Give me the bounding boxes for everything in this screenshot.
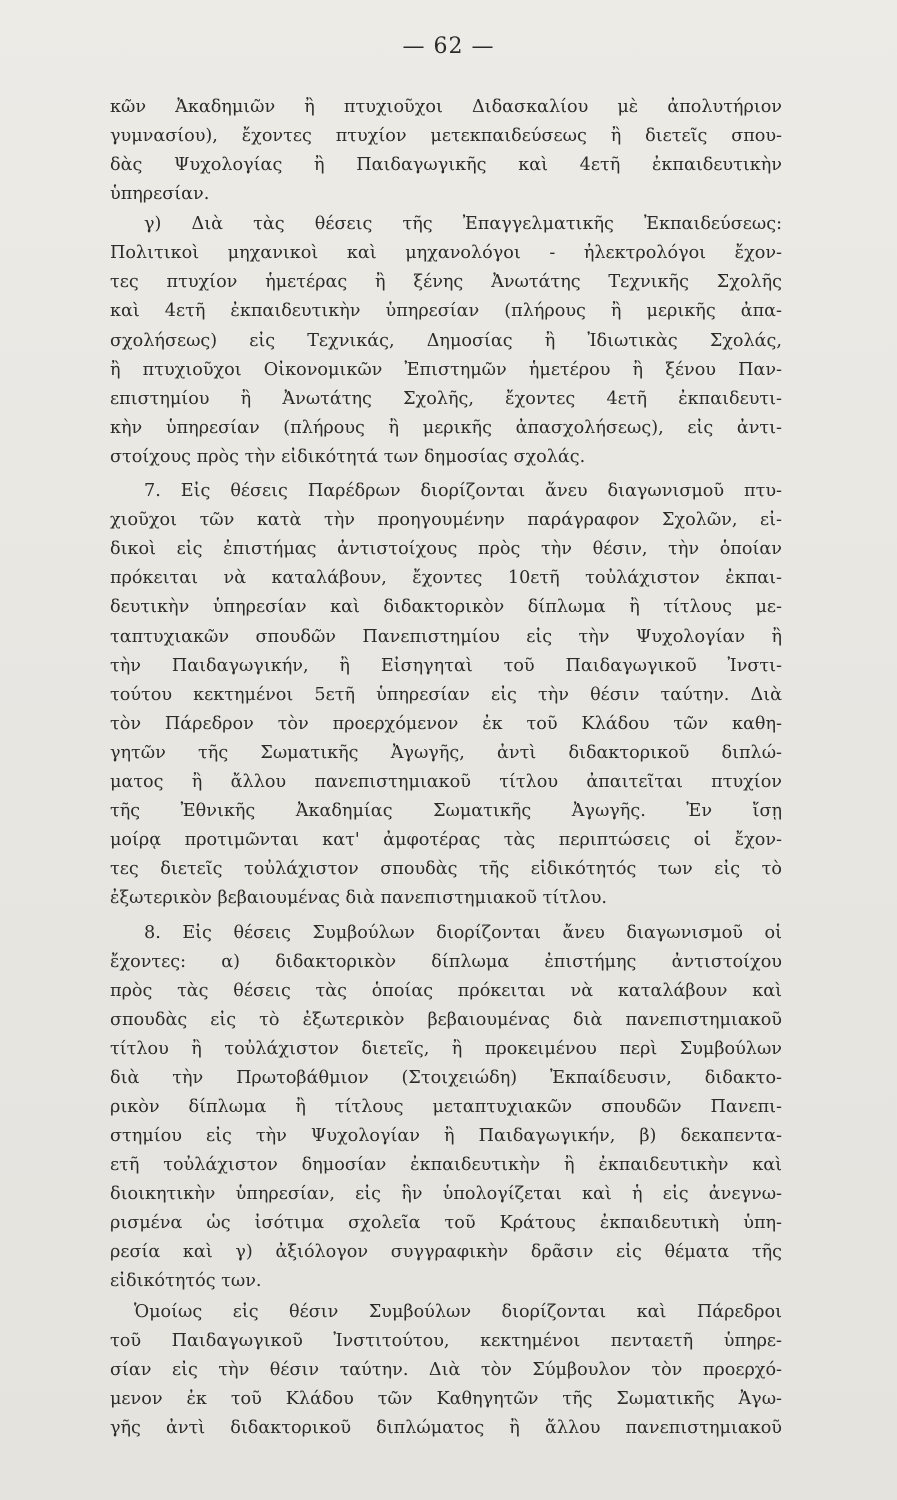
text-line: 7. Εἰς θέσεις Παρέδρων διορίζονται ἄνευ διαγωνισμοῦ πτυ-: [144, 481, 782, 501]
text-line: δευτικὴν ὑπηρεσίαν καὶ διδακτορικὸν δίπλωμα ἢ τίτλους με-: [110, 597, 782, 617]
text-line: τες διετεῖς τοὐλάχιστον σπουδὰς τῆς εἰδικότητός των εἰς τὸ: [110, 859, 782, 879]
text-line: ρεσία καὶ γ) ἀξιόλογον συγγραφικὴν δρᾶσιν εἰς θέματα τῆς: [110, 1242, 782, 1262]
text-line: κὴν ὑπηρεσίαν (πλήρους ἢ μερικῆς ἀπασχολήσεως), εἰς ἀντι-: [110, 418, 782, 438]
text-line: τες πτυχίον ἡμετέρας ἢ ξένης Ἀνωτάτης Τεχνικῆς Σχολῆς: [110, 272, 782, 292]
text-line: γητῶν τῆς Σωματικῆς Ἀγωγῆς, ἀντὶ διδακτορικοῦ διπλώ-: [110, 743, 782, 763]
text-line: πρὸς τὰς θέσεις τὰς ὁποίας πρόκειται νὰ καταλάβουν καὶ: [110, 981, 782, 1001]
text-line: χιοῦχοι τῶν κατὰ τὴν προηγουμένην παράγραφον Σχολῶν, εἰ-: [110, 510, 782, 530]
text-line: Πολιτικοὶ μηχανικοὶ καὶ μηχανολόγοι - ἠλεκτρολόγοι ἔχον-: [110, 243, 782, 263]
text-line: διοικητικὴν ὑπηρεσίαν, εἰς ἣν ὑπολογίζεται καὶ ἡ εἰς ἀνεγνω-: [110, 1184, 782, 1204]
text-line: γυμνασίου), ἔχοντες πτυχίον μετεκπαιδεύσεως ἢ διετεῖς σπου-: [110, 126, 782, 146]
text-line: 8. Εἰς θέσεις Συμβούλων διορίζονται ἄνευ διαγωνισμοῦ οἱ: [144, 923, 782, 943]
text-line: τούτου κεκτημένοι 5ετῆ ὑπηρεσίαν εἰς τὴν θέσιν ταύτην. Διὰ: [110, 685, 782, 705]
text-line: ταπτυχιακῶν σπουδῶν Πανεπιστημίου εἰς τὴν Ψυχολογίαν ἢ: [110, 627, 782, 647]
text-line: γῆς ἀντὶ διδακτορικοῦ διπλώματος ἢ ἄλλου πανεπιστημιακοῦ: [110, 1418, 782, 1438]
text-line: ματος ἢ ἄλλου πανεπιστημιακοῦ τίτλου ἀπαιτεῖται πτυχίον: [110, 772, 782, 792]
text-line: σχολήσεως) εἰς Τεχνικάς, Δημοσίας ἢ Ἰδιωτικὰς Σχολάς,: [110, 331, 782, 351]
text-line: ἐξωτερικὸν βεβαιουμένας διὰ πανεπιστημιακοῦ τίτλου.: [110, 888, 607, 908]
text-line: ρικὸν δίπλωμα ἢ τίτλους μεταπτυχιακῶν σπουδῶν Πανεπι-: [110, 1097, 782, 1117]
text-line: στοίχους πρὸς τὴν εἰδικότητά των δημοσίας σχολάς.: [110, 447, 586, 467]
text-line: γ) Διὰ τὰς θέσεις τῆς Ἐπαγγελματικῆς Ἐκπαιδεύσεως:: [144, 214, 782, 234]
text-line: δὰς Ψυχολογίας ἢ Παιδαγωγικῆς καὶ 4ετῆ ἐκπαιδευτικὴν: [110, 155, 782, 175]
text-line: τὴν Παιδαγωγικήν, ἢ Εἰσηγηταὶ τοῦ Παιδαγωγικοῦ Ἰνστι-: [110, 656, 782, 676]
text-line: Ὁμοίως εἰς θέσιν Συμβούλων διορίζονται καὶ Πάρεδροι: [134, 1302, 782, 1322]
text-line: επιστημίου ἢ Ἀνωτάτης Σχολῆς, ἔχοντες 4ετῆ ἐκπαιδευτι-: [110, 389, 782, 409]
text-line: μοίρᾳ προτιμῶνται κατ' ἀμφοτέρας τὰς περιπτώσεις οἱ ἔχον-: [110, 830, 782, 850]
text-line: κῶν Ἀκαδημιῶν ἢ πτυχιοῦχοι Διδασκαλίου μὲ ἀπολυτήριον: [110, 97, 782, 117]
text-line: μενον ἐκ τοῦ Κλάδου τῶν Καθηγητῶν τῆς Σωματικῆς Ἀγω-: [110, 1389, 782, 1409]
text-line: ἔχοντες: α) διδακτορικὸν δίπλωμα ἐπιστήμης ἀντιστοίχου: [110, 952, 782, 972]
text-line: καὶ 4ετῆ ἐκπαιδευτικὴν ὑπηρεσίαν (πλήρους ἢ μερικῆς ἀπα-: [110, 301, 782, 321]
text-line: ἢ πτυχιοῦχοι Οἰκονομικῶν Ἐπιστημῶν ἡμετέρου ἢ ξένου Παν-: [110, 360, 782, 380]
text-line: πρόκειται νὰ καταλάβουν, ἔχοντες 10ετῆ τοὐλάχιστον ἐκπαι-: [110, 568, 782, 588]
text-line: σίαν εἰς τὴν θέσιν ταύτην. Διὰ τὸν Σύμβουλον τὸν προερχό-: [110, 1360, 782, 1380]
page-number: — 62 —: [402, 34, 495, 59]
text-line: ρισμένα ὡς ἰσότιμα σχολεῖα τοῦ Κράτους ἐκπαιδευτικὴ ὑπη-: [110, 1213, 782, 1233]
text-line: δικοὶ εἰς ἐπιστήμας ἀντιστοίχους πρὸς τὴν θέσιν, τὴν ὁποίαν: [110, 539, 782, 559]
text-line: στημίου εἰς τὴν Ψυχολογίαν ἢ Παιδαγωγικήν, β) δεκαπεντα-: [110, 1126, 782, 1146]
text-line: ετῆ τοὐλάχιστον δημοσίαν ἐκπαιδευτικὴν ἢ ἐκπαιδευτικὴν καὶ: [110, 1155, 782, 1175]
text-line: διὰ τὴν Πρωτοβάθμιον (Στοιχειώδη) Ἐκπαίδευσιν, διδακτο-: [110, 1068, 782, 1088]
text-line: τίτλου ἢ τοὐλάχιστον διετεῖς, ἢ προκειμένου περὶ Συμβούλων: [110, 1039, 782, 1059]
text-line: ὑπηρεσίαν.: [110, 184, 210, 204]
text-line: τῆς Ἐθνικῆς Ἀκαδημίας Σωματικῆς Ἀγωγῆς. Ἐν ἴσῃ: [110, 801, 782, 821]
text-line: εἰδικότητός των.: [110, 1271, 262, 1291]
text-line: σπουδὰς εἰς τὸ ἐξωτερικὸν βεβαιουμένας διὰ πανεπιστημιακοῦ: [110, 1010, 782, 1030]
text-line: τοῦ Παιδαγωγικοῦ Ἰνστιτούτου, κεκτημένοι πενταετῆ ὑπηρε-: [110, 1331, 782, 1351]
text-line: τὸν Πάρεδρον τὸν προερχόμενον ἐκ τοῦ Κλάδου τῶν καθη-: [110, 714, 782, 734]
